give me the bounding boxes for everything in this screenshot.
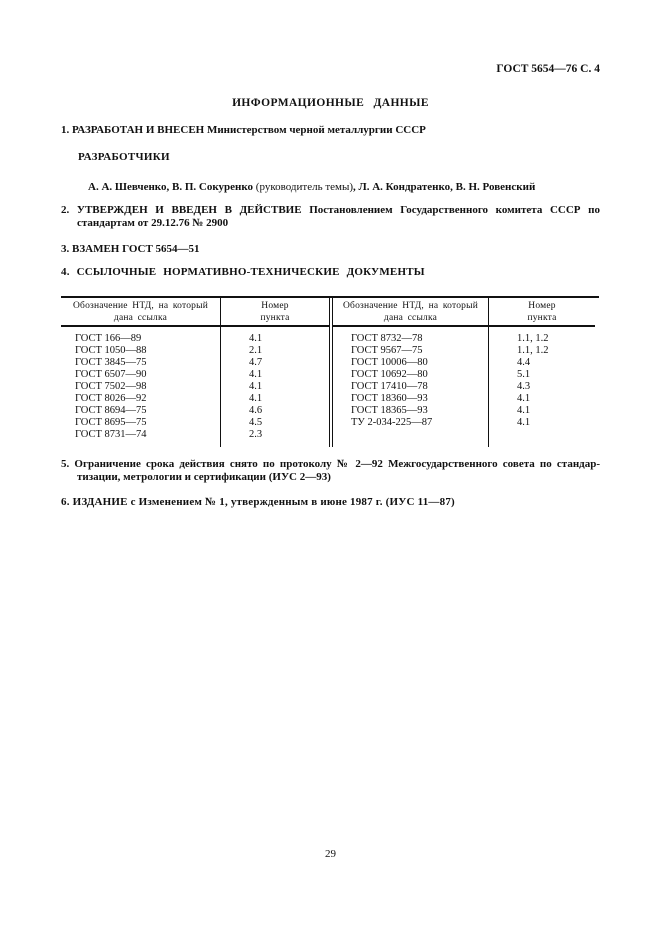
doc-cell: ГОСТ 9567—75 <box>351 345 423 356</box>
doc-cell: ГОСТ 18360—93 <box>351 393 428 404</box>
table-left-header <box>61 298 329 327</box>
doc-cell: ГОСТ 10006—80 <box>351 357 428 368</box>
table-left-half <box>61 298 329 447</box>
num-cell: 4.1 <box>517 405 531 416</box>
page-number: 29 <box>325 848 336 860</box>
table-left-num-column <box>221 327 329 447</box>
num-cell: 4.1 <box>249 381 263 392</box>
item-2-line1: 2. УТВЕРЖДЕН И ВВЕДЕН В ДЕЙСТВИЕ Постановлением Государственного комитета СССР по <box>61 204 600 216</box>
num-cell: 2.1 <box>249 345 263 356</box>
doc-cell: ГОСТ 7502—98 <box>75 381 147 392</box>
num-cell: 2.3 <box>249 429 263 440</box>
item-2-line2: стандартам от 29.12.76 № 2900 <box>77 217 229 229</box>
authors-part-bold2: , Л. А. Кондратенко, В. Н. Ровенский <box>353 181 536 193</box>
authors-part-regular: (руководитель темы) <box>255 181 354 193</box>
doc-cell: ГОСТ 8731—74 <box>75 429 147 440</box>
doc-cell: ГОСТ 10692—80 <box>351 369 428 380</box>
column-header-designation <box>61 298 221 325</box>
developers-line <box>61 181 600 194</box>
column-header-designation-label: Обозначение НТД, на который дана ссылка <box>73 301 208 323</box>
doc-cell: ГОСТ 8732—78 <box>351 333 423 344</box>
doc-cell: ГОСТ 18365—93 <box>351 405 428 416</box>
item-5-limitation <box>61 458 600 484</box>
column-header-designation <box>333 298 489 325</box>
doc-cell: ГОСТ 3845—75 <box>75 357 147 368</box>
item-6-edition: 6. ИЗДАНИЕ с Изменением № 1, утвержденным в июне 1987 г. (ИУС 11—87) <box>61 496 455 508</box>
num-cell: 4.5 <box>249 417 263 428</box>
references-table <box>61 296 599 447</box>
item-2-approved <box>61 204 600 230</box>
table-left-body <box>61 327 329 447</box>
table-right-doc-column <box>333 327 489 447</box>
num-cell: 4.7 <box>249 357 263 368</box>
developers-heading: РАЗРАБОТЧИКИ <box>78 151 170 163</box>
item-3-replaces: 3. ВЗАМЕН ГОСТ 5654—51 <box>61 243 200 255</box>
column-header-number-label: Номер пункта <box>527 301 557 323</box>
doc-cell: ГОСТ 6507—90 <box>75 369 147 380</box>
item-4-reference-docs-heading: 4. ССЫЛОЧНЫЕ НОРМАТИВНО-ТЕХНИЧЕСКИЕ ДОКУМЕНТЫ <box>61 266 425 278</box>
doc-cell: ТУ 2-034-225—87 <box>351 417 433 428</box>
item-5-line1: 5. Ограничение срока действия снято по протоколу № 2—92 Межгосударственного совета по стандар- <box>61 458 600 470</box>
doc-cell: ГОСТ 8026—92 <box>75 393 147 404</box>
num-cell: 4.4 <box>517 357 531 368</box>
table-right-half <box>329 298 595 447</box>
column-header-number <box>221 298 329 325</box>
table-left-doc-column <box>61 327 221 447</box>
doc-cell: ГОСТ 166—89 <box>75 333 142 344</box>
doc-cell: ГОСТ 8694—75 <box>75 405 147 416</box>
authors-part-bold: А. А. Шевченко, В. П. Сокуренко <box>88 181 256 193</box>
item-5-line2: тизации, метрологии и сертификации (ИУС 2—93) <box>77 471 331 483</box>
num-cell: 4.6 <box>249 405 263 416</box>
table-right-body <box>333 327 595 447</box>
table-right-num-column <box>489 327 595 447</box>
num-cell: 5.1 <box>517 369 531 380</box>
item-1-developed-by: 1. РАЗРАБОТАН И ВНЕСЕН Министерством черной металлургии СССР <box>61 124 426 136</box>
num-cell: 4.1 <box>517 417 531 428</box>
column-header-designation-label: Обозначение НТД, на который дана ссылка <box>343 301 478 323</box>
num-cell: 4.1 <box>249 333 263 344</box>
num-cell: 1.1, 1.2 <box>517 345 549 356</box>
doc-cell: ГОСТ 1050—88 <box>75 345 147 356</box>
num-cell: 4.1 <box>249 369 263 380</box>
doc-cell: ГОСТ 8695—75 <box>75 417 147 428</box>
doc-cell: ГОСТ 17410—78 <box>351 381 428 392</box>
table-right-header <box>333 298 595 327</box>
column-header-number <box>489 298 595 325</box>
num-cell: 4.3 <box>517 381 531 392</box>
doc-header: ГОСТ 5654—76 С. 4 <box>496 63 600 75</box>
num-cell: 4.1 <box>517 393 531 404</box>
num-cell: 4.1 <box>249 393 263 404</box>
column-header-number-label: Номер пункта <box>260 301 290 323</box>
num-cell: 1.1, 1.2 <box>517 333 549 344</box>
page-title: ИНФОРМАЦИОННЫЕ ДАННЫЕ <box>232 97 429 109</box>
